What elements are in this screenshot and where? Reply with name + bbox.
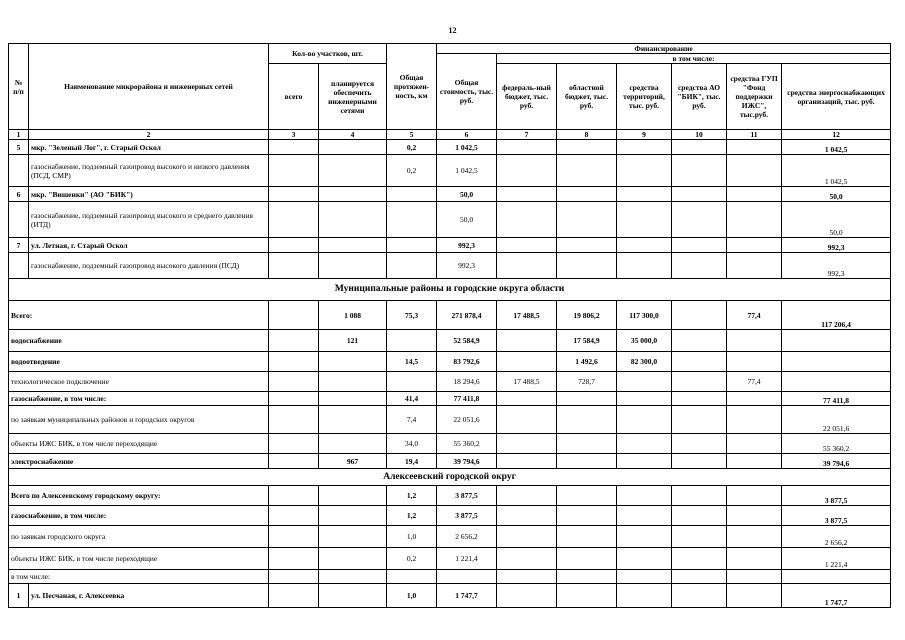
cell-c7 (497, 155, 557, 187)
cell-c4 (319, 352, 387, 372)
row-name: объекты ИЖС БИК, в том числе переходящие (9, 548, 269, 570)
cell-c11 (727, 253, 782, 279)
cell-c7 (497, 352, 557, 372)
cell-c9 (617, 406, 672, 434)
cell-c6: 2 656,2 (437, 526, 497, 548)
cell-c6: 271 878,4 (437, 301, 497, 330)
cell-c11 (727, 548, 782, 570)
cell-c3 (269, 372, 319, 392)
row-name: по заявкам городского округа (9, 526, 269, 548)
cell-c6: 3 877,5 (437, 486, 497, 506)
cell-c9 (617, 434, 672, 454)
cell-c9 (617, 548, 672, 570)
cell-c3 (269, 584, 319, 608)
header-regional: областной бюджет, тыс. руб. (557, 64, 617, 130)
cell-c7 (497, 238, 557, 253)
cell-c5: 75,3 (387, 301, 437, 330)
cell-c10 (672, 238, 727, 253)
row-number (9, 253, 29, 279)
cell-c10 (672, 392, 727, 406)
cell-c8 (557, 238, 617, 253)
table-row (9, 406, 891, 434)
row-name: в том числе: (9, 570, 269, 584)
cell-c7 (497, 526, 557, 548)
cell-c4 (319, 253, 387, 279)
cell-c8 (557, 392, 617, 406)
cell-c12 (782, 352, 891, 372)
cell-c11 (727, 352, 782, 372)
table-row (9, 187, 891, 202)
cell-c6: 55 360,2 (437, 434, 497, 454)
table-row (9, 486, 891, 506)
table-row (9, 155, 891, 187)
cell-c8 (557, 454, 617, 469)
cell-c8 (557, 253, 617, 279)
row-name: Всего: (9, 301, 269, 330)
row-name: по заявкам муниципальных районов и городских округов (9, 406, 269, 434)
row-name: мкр. "Зеленый Лог", г. Старый Оскол (29, 140, 269, 155)
cell-c3 (269, 392, 319, 406)
column-number: 1 (9, 130, 29, 140)
cell-c7 (497, 140, 557, 155)
cell-c7 (497, 330, 557, 352)
cell-c6: 50,0 (437, 187, 497, 202)
cell-c5: 19,4 (387, 454, 437, 469)
cell-c9 (617, 506, 672, 526)
table-row (9, 202, 891, 238)
cell-c4 (319, 434, 387, 454)
cell-c3 (269, 434, 319, 454)
cell-c4 (319, 238, 387, 253)
header-federal: федераль-ный бюджет, тыс. руб. (497, 64, 557, 130)
cell-c12 (782, 570, 891, 584)
cell-c8 (557, 140, 617, 155)
cell-c6: 992,3 (437, 253, 497, 279)
cell-c4 (319, 372, 387, 392)
cell-c8 (557, 526, 617, 548)
cell-c4 (319, 584, 387, 608)
row-name: Всего по Алексеевскому городскому округу: (9, 486, 269, 506)
header-bik: средства АО "БИК", тыс. руб. (672, 64, 727, 130)
row-number (9, 155, 29, 187)
table-row (9, 253, 891, 279)
cell-c11 (727, 392, 782, 406)
header-name: Наименование микрорайона и инженерных сетей (29, 44, 269, 130)
cell-c3 (269, 238, 319, 253)
row-name: водоотведение (9, 352, 269, 372)
cell-c3 (269, 330, 319, 352)
cell-c7 (497, 584, 557, 608)
cell-c12: 39 794,6 (782, 454, 891, 469)
cell-c12: 50,0 (782, 202, 891, 238)
cell-c3 (269, 187, 319, 202)
cell-c6: 52 584,9 (437, 330, 497, 352)
cell-c10 (672, 486, 727, 506)
cell-c6: 1 042,5 (437, 155, 497, 187)
cell-c12: 22 051,6 (782, 406, 891, 434)
cell-c12: 1 042,5 (782, 155, 891, 187)
cell-c10 (672, 253, 727, 279)
table-row (9, 434, 891, 454)
cell-c7 (497, 434, 557, 454)
cell-c3 (269, 570, 319, 584)
cell-c9 (617, 253, 672, 279)
cell-c7 (497, 392, 557, 406)
cell-c5 (387, 570, 437, 584)
cell-c7 (497, 486, 557, 506)
cell-c10 (672, 526, 727, 548)
column-number: 5 (387, 130, 437, 140)
cell-c12: 992,3 (782, 253, 891, 279)
cell-c8: 728,7 (557, 372, 617, 392)
row-number: 7 (9, 238, 29, 253)
cell-c10 (672, 548, 727, 570)
cell-c10 (672, 454, 727, 469)
cell-c6: 22 051,6 (437, 406, 497, 434)
cell-c9 (617, 202, 672, 238)
cell-c12: 3 877,5 (782, 486, 891, 506)
cell-c12: 1 042,5 (782, 140, 891, 155)
cell-c8 (557, 434, 617, 454)
cell-c3 (269, 253, 319, 279)
cell-c7 (497, 253, 557, 279)
column-number: 12 (782, 130, 891, 140)
cell-c4 (319, 548, 387, 570)
cell-c11: 77,4 (727, 372, 782, 392)
cell-c4 (319, 202, 387, 238)
cell-c10 (672, 584, 727, 608)
cell-c11 (727, 486, 782, 506)
cell-c9 (617, 486, 672, 506)
cell-c5: 7,4 (387, 406, 437, 434)
cell-c8 (557, 548, 617, 570)
cell-c4 (319, 486, 387, 506)
section-title-municipal: Муниципальные районы и городские округа области (9, 279, 891, 301)
cell-c9 (617, 454, 672, 469)
cell-c11 (727, 584, 782, 608)
cell-c9: 117 300,0 (617, 301, 672, 330)
cell-c10 (672, 187, 727, 202)
cell-c7 (497, 454, 557, 469)
column-number: 8 (557, 130, 617, 140)
cell-c10 (672, 140, 727, 155)
cell-c3 (269, 454, 319, 469)
column-number: 3 (269, 130, 319, 140)
cell-c9: 35 000,0 (617, 330, 672, 352)
cell-c4 (319, 155, 387, 187)
row-number: 5 (9, 140, 29, 155)
cell-c3 (269, 202, 319, 238)
cell-c8 (557, 486, 617, 506)
table-row (9, 506, 891, 526)
cell-c8: 17 584,9 (557, 330, 617, 352)
cell-c3 (269, 406, 319, 434)
table-row (9, 301, 891, 330)
cell-c8 (557, 406, 617, 434)
cell-c11 (727, 155, 782, 187)
cell-c12: 1 221,4 (782, 548, 891, 570)
cell-c11 (727, 526, 782, 548)
cell-c6: 18 294,6 (437, 372, 497, 392)
column-number: 7 (497, 130, 557, 140)
cell-c5 (387, 238, 437, 253)
cell-c3 (269, 506, 319, 526)
cell-c11 (727, 570, 782, 584)
cell-c5: 0,2 (387, 140, 437, 155)
cell-c6: 1 221,4 (437, 548, 497, 570)
cell-c4 (319, 506, 387, 526)
table-row (9, 352, 891, 372)
cell-c5: 14,5 (387, 352, 437, 372)
cell-c4 (319, 406, 387, 434)
cell-c10 (672, 155, 727, 187)
cell-c5: 41,4 (387, 392, 437, 406)
row-name: технологическое подключение (9, 372, 269, 392)
cell-c10 (672, 506, 727, 526)
row-name: газоснабжение, подземный газопровод высокого и низкого давления (ПСД, СМР) (29, 155, 269, 187)
financing-table (8, 43, 891, 608)
table-row (9, 454, 891, 469)
row-name: газоснабжение, подземный газопровод высокого давления (ПСД) (29, 253, 269, 279)
cell-c8: 19 806,2 (557, 301, 617, 330)
cell-c6: 39 794,6 (437, 454, 497, 469)
row-name: ул. Летная, г. Старый Оскол (29, 238, 269, 253)
cell-c9 (617, 372, 672, 392)
cell-c5 (387, 372, 437, 392)
row-name: газоснабжение, в том числе: (9, 506, 269, 526)
cell-c5: 1,0 (387, 584, 437, 608)
cell-c11 (727, 187, 782, 202)
cell-c5 (387, 187, 437, 202)
cell-c5: 1,2 (387, 506, 437, 526)
column-number: 2 (29, 130, 269, 140)
cell-c9 (617, 155, 672, 187)
cell-c10 (672, 352, 727, 372)
cell-c6: 1 747,7 (437, 584, 497, 608)
cell-c8 (557, 202, 617, 238)
cell-c3 (269, 352, 319, 372)
table-row (9, 570, 891, 584)
cell-c7 (497, 406, 557, 434)
header-plots: Кол-во участков, шт. (269, 44, 387, 64)
cell-c11 (727, 238, 782, 253)
cell-c7 (497, 506, 557, 526)
cell-c9 (617, 526, 672, 548)
cell-c10 (672, 301, 727, 330)
header-length: Общая протяжен-ность, км (387, 44, 437, 130)
cell-c11 (727, 506, 782, 526)
cell-c9: 82 300,0 (617, 352, 672, 372)
table-row (9, 330, 891, 352)
cell-c11 (727, 406, 782, 434)
cell-c11 (727, 140, 782, 155)
cell-c10 (672, 434, 727, 454)
cell-c10 (672, 570, 727, 584)
cell-c4: 1 088 (319, 301, 387, 330)
cell-c7 (497, 570, 557, 584)
cell-c9 (617, 187, 672, 202)
cell-c3 (269, 526, 319, 548)
table-row (9, 238, 891, 253)
cell-c3 (269, 301, 319, 330)
cell-c7 (497, 202, 557, 238)
row-number (9, 202, 29, 238)
header-total-cost: Общая стоимость, тыс. руб. (437, 54, 497, 130)
cell-c12: 3 877,5 (782, 506, 891, 526)
cell-c12: 117 206,4 (782, 301, 891, 330)
cell-c9 (617, 392, 672, 406)
cell-c10 (672, 406, 727, 434)
cell-c7 (497, 548, 557, 570)
header-territories: средства территорий, тыс. руб. (617, 64, 672, 130)
cell-c5: 0,2 (387, 548, 437, 570)
cell-c11 (727, 434, 782, 454)
cell-c12: 2 656,2 (782, 526, 891, 548)
row-name: мкр. "Вишенки" (АО "БИК") (29, 187, 269, 202)
cell-c5: 34,0 (387, 434, 437, 454)
table-row (9, 392, 891, 406)
cell-c12: 992,3 (782, 238, 891, 253)
row-name: объекты ИЖС БИК, в том числе переходящие (9, 434, 269, 454)
cell-c12: 1 747,7 (782, 584, 891, 608)
cell-c3 (269, 486, 319, 506)
cell-c8 (557, 187, 617, 202)
column-number: 6 (437, 130, 497, 140)
table-row (9, 140, 891, 155)
cell-c4 (319, 140, 387, 155)
cell-c4 (319, 526, 387, 548)
cell-c5: 1,2 (387, 486, 437, 506)
table-row (9, 548, 891, 570)
cell-c12: 77 411,8 (782, 392, 891, 406)
cell-c12: 55 360,2 (782, 434, 891, 454)
row-name: водоснабжение (9, 330, 269, 352)
cell-c5 (387, 253, 437, 279)
cell-c6 (437, 570, 497, 584)
cell-c8: 1 492,6 (557, 352, 617, 372)
column-number: 4 (319, 130, 387, 140)
cell-c7 (497, 187, 557, 202)
cell-c8 (557, 584, 617, 608)
cell-c4: 121 (319, 330, 387, 352)
cell-c4 (319, 187, 387, 202)
cell-c5: 1,0 (387, 526, 437, 548)
cell-c8 (557, 506, 617, 526)
row-number: 1 (9, 584, 29, 608)
column-number: 10 (672, 130, 727, 140)
cell-c4 (319, 392, 387, 406)
cell-c6: 3 877,5 (437, 506, 497, 526)
header-gup: средства ГУП "Фонд поддержки ИЖС", тыс.руб. (727, 64, 782, 130)
section-title-alekseevsky: Алексеевский городской округ (9, 469, 891, 486)
cell-c9 (617, 584, 672, 608)
table-row (9, 372, 891, 392)
cell-c12 (782, 330, 891, 352)
header-financing: Финансирование (437, 44, 891, 54)
cell-c7: 17 488,5 (497, 372, 557, 392)
cell-c10 (672, 372, 727, 392)
cell-c5 (387, 330, 437, 352)
table-row (9, 584, 891, 608)
cell-c3 (269, 548, 319, 570)
table-row (9, 526, 891, 548)
cell-c9 (617, 238, 672, 253)
cell-c10 (672, 202, 727, 238)
cell-c5 (387, 202, 437, 238)
cell-c6: 77 411,8 (437, 392, 497, 406)
cell-c6: 83 792,6 (437, 352, 497, 372)
cell-c7: 17 488,5 (497, 301, 557, 330)
cell-c4 (319, 570, 387, 584)
cell-c10 (672, 330, 727, 352)
header-including: в том числе: (497, 54, 891, 64)
cell-c8 (557, 155, 617, 187)
cell-c6: 1 042,5 (437, 140, 497, 155)
cell-c11 (727, 454, 782, 469)
header-num: № п/п (9, 44, 29, 130)
column-number: 9 (617, 130, 672, 140)
cell-c3 (269, 140, 319, 155)
header-plots-planned: планируется обеспечить инженерными сетями (319, 64, 387, 130)
column-number: 11 (727, 130, 782, 140)
cell-c12 (782, 372, 891, 392)
row-number: 6 (9, 187, 29, 202)
row-name: газоснабжение, подземный газопровод высокого и среднего давления (ИТД) (29, 202, 269, 238)
cell-c12: 50,0 (782, 187, 891, 202)
row-name: электроснабжение (9, 454, 269, 469)
page-number: 12 (448, 26, 457, 35)
cell-c8 (557, 570, 617, 584)
cell-c3 (269, 155, 319, 187)
cell-c5: 0,2 (387, 155, 437, 187)
cell-c6: 992,3 (437, 238, 497, 253)
cell-c6: 50,0 (437, 202, 497, 238)
cell-c9 (617, 570, 672, 584)
header-energy: средства энергоснабжающих организаций, тыс. руб. (782, 64, 891, 130)
cell-c4: 967 (319, 454, 387, 469)
cell-c9 (617, 140, 672, 155)
cell-c11 (727, 202, 782, 238)
cell-c11 (727, 330, 782, 352)
header-plots-total: всего (269, 64, 319, 130)
row-name: газоснабжение, в том числе: (9, 392, 269, 406)
cell-c11: 77,4 (727, 301, 782, 330)
row-name: ул. Песчаная, г. Алексеевка (29, 584, 269, 608)
